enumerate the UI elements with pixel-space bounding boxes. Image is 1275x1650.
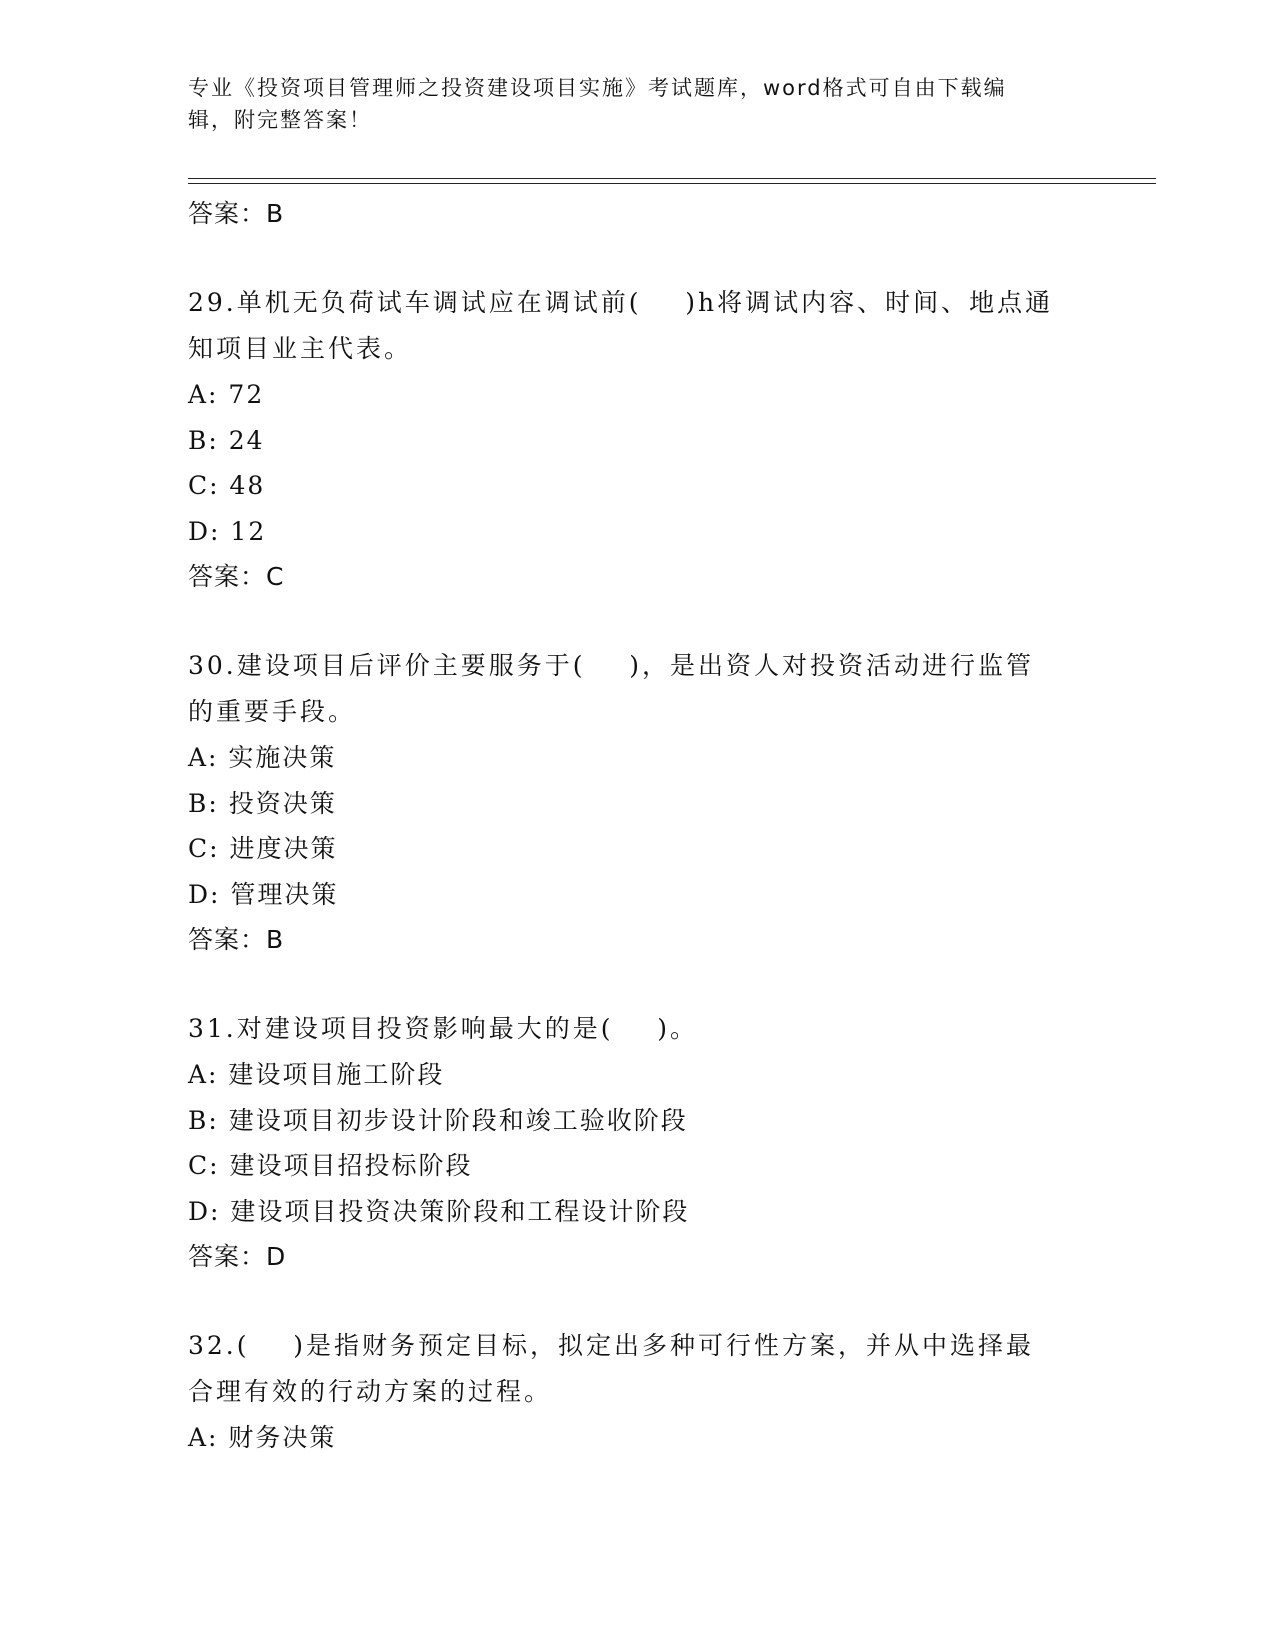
question-31 [188,1006,1088,1279]
option-d: D: 管理决策 [188,879,339,909]
option-b: B: 投资决策 [188,788,337,818]
option-c: C: 48 [188,471,266,500]
answer-line: 答案：B [188,199,285,228]
question-stem: 30.建设项目后评价主要服务于( )，是出资人对投资活动进行监管 [188,651,1035,680]
option-d: D: 12 [188,516,267,546]
answer-line: 答案：B [188,925,285,954]
header-line-2: 辑，附完整答案！ [188,108,372,132]
question-30 [188,643,1088,962]
option-a: A: 实施决策 [188,743,337,772]
option-a: A: 建设项目施工阶段 [188,1060,445,1089]
document-header [188,72,1068,136]
option-c: C: 进度决策 [188,834,338,863]
answer-line: 答案：D [188,1242,287,1271]
answer-line: 答案：C [188,562,285,591]
header-divider-top [188,178,1156,179]
option-b: B: 24 [188,425,265,455]
question-stem: 31.对建设项目投资影响最大的是( )。 [188,1014,699,1043]
question-stem-continued: 的重要手段。 [188,697,357,726]
option-a: A: 72 [188,380,265,409]
question-32 [188,1323,1088,1461]
question-stem: 29.单机无负荷试车调试应在调试前( )h将调试内容、时间、地点通 [188,288,1054,317]
question-stem: 32.( )是指财务预定目标，拟定出多种可行性方案，并从中选择最 [188,1331,1035,1360]
option-c: C: 建设项目招投标阶段 [188,1151,473,1180]
option-a: A: 财务决策 [188,1423,337,1452]
option-d: D: 建设项目投资决策阶段和工程设计阶段 [188,1196,690,1226]
header-divider-bottom [188,183,1156,184]
question-stem-continued: 知项目业主代表。 [188,334,413,363]
header-line-1: 专业《投资项目管理师之投资建设项目实施》考试题库，word格式可自由下载编 [188,76,1007,100]
option-b: B: 建设项目初步设计阶段和竣工验收阶段 [188,1105,688,1135]
document-body [188,188,1088,1461]
question-stem-continued: 合理有效的行动方案的过程。 [188,1377,553,1406]
question-29 [188,280,1088,599]
